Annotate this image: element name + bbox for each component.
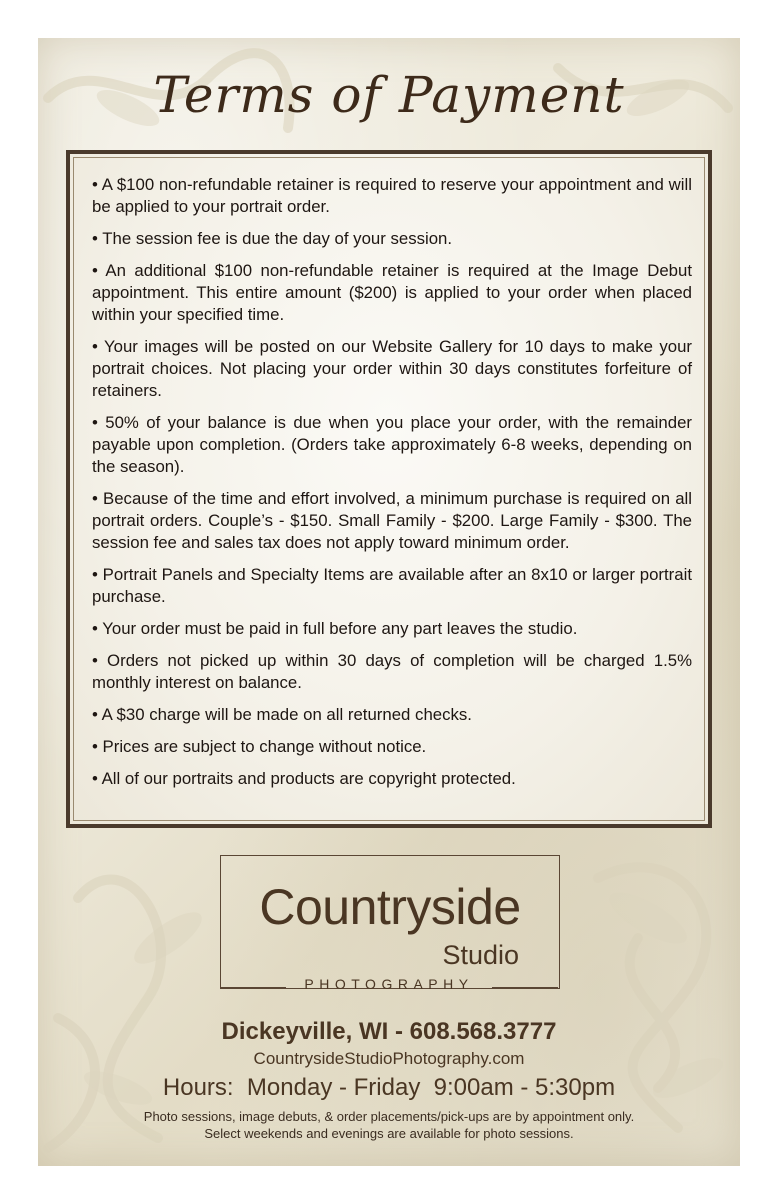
logo-subtitle: Studio — [442, 940, 519, 970]
logo-tagline-row — [220, 976, 558, 1000]
list-item: • Portrait Panels and Specialty Items are available after an 8x10 or larger portrait purchase. — [92, 565, 692, 606]
list-item: • Your order must be paid in full before any part leaves the studio. — [92, 619, 578, 638]
list-item: • All of our portraits and products are copyright protected. — [92, 769, 516, 788]
logo-name: Countryside — [259, 879, 521, 935]
flyer-page — [38, 38, 740, 1166]
list-item: • Because of the time and effort involved, a minimum purchase is required on all portrait orders. Couple’s - $150. Small Family - $200. Large Family - $300. The session fee and sales tax does not apply toward minimum order. — [92, 489, 692, 552]
terms-panel — [66, 150, 712, 828]
business-hours: Hours: Monday - Friday 9:00am - 5:30pm — [162, 1074, 616, 1101]
website-link[interactable]: CountrysideStudioPhotography.com — [253, 1049, 525, 1068]
list-item: • Orders not picked up within 30 days of completion will be charged 1.5% monthly interest on balance. — [92, 651, 692, 692]
logo-tagline: PHOTOGRAPHY — [304, 976, 474, 992]
terms-list — [92, 174, 692, 800]
list-item: • 50% of your balance is due when you place your order, with the remainder payable upon completion. (Orders take approximately 6-8 weeks, depending on the season). — [92, 413, 692, 476]
list-item: • Your images will be posted on our Website Gallery for 10 days to make your portrait choices. Not placing your order within 30 days constitutes forfeiture of retainers. — [92, 337, 692, 400]
list-item: • An additional $100 non-refundable retainer is required at the Image Debut appointment. This entire amount ($200) is applied to your order when placed within your specified time. — [92, 261, 692, 324]
list-item: • A $30 charge will be made on all returned checks. — [92, 705, 472, 724]
list-item: • Prices are subject to change without notice. — [92, 737, 427, 756]
page-title: Terms of Payment — [153, 66, 625, 124]
location-phone: Dickeyville, WI - 608.568.3777 — [221, 1018, 557, 1045]
studio-logo — [220, 855, 560, 989]
tagline-rule-right — [492, 987, 558, 988]
weekend-note: Select weekends and evenings are available for photo sessions. — [204, 1126, 574, 1141]
list-item: • The session fee is due the day of your session. — [92, 229, 453, 248]
appointment-note: Photo sessions, image debuts, & order placements/pick-ups are by appointment only. — [143, 1109, 635, 1124]
list-item: • A $100 non-refundable retainer is required to reserve your appointment and will be applied to your portrait order. — [92, 175, 692, 216]
